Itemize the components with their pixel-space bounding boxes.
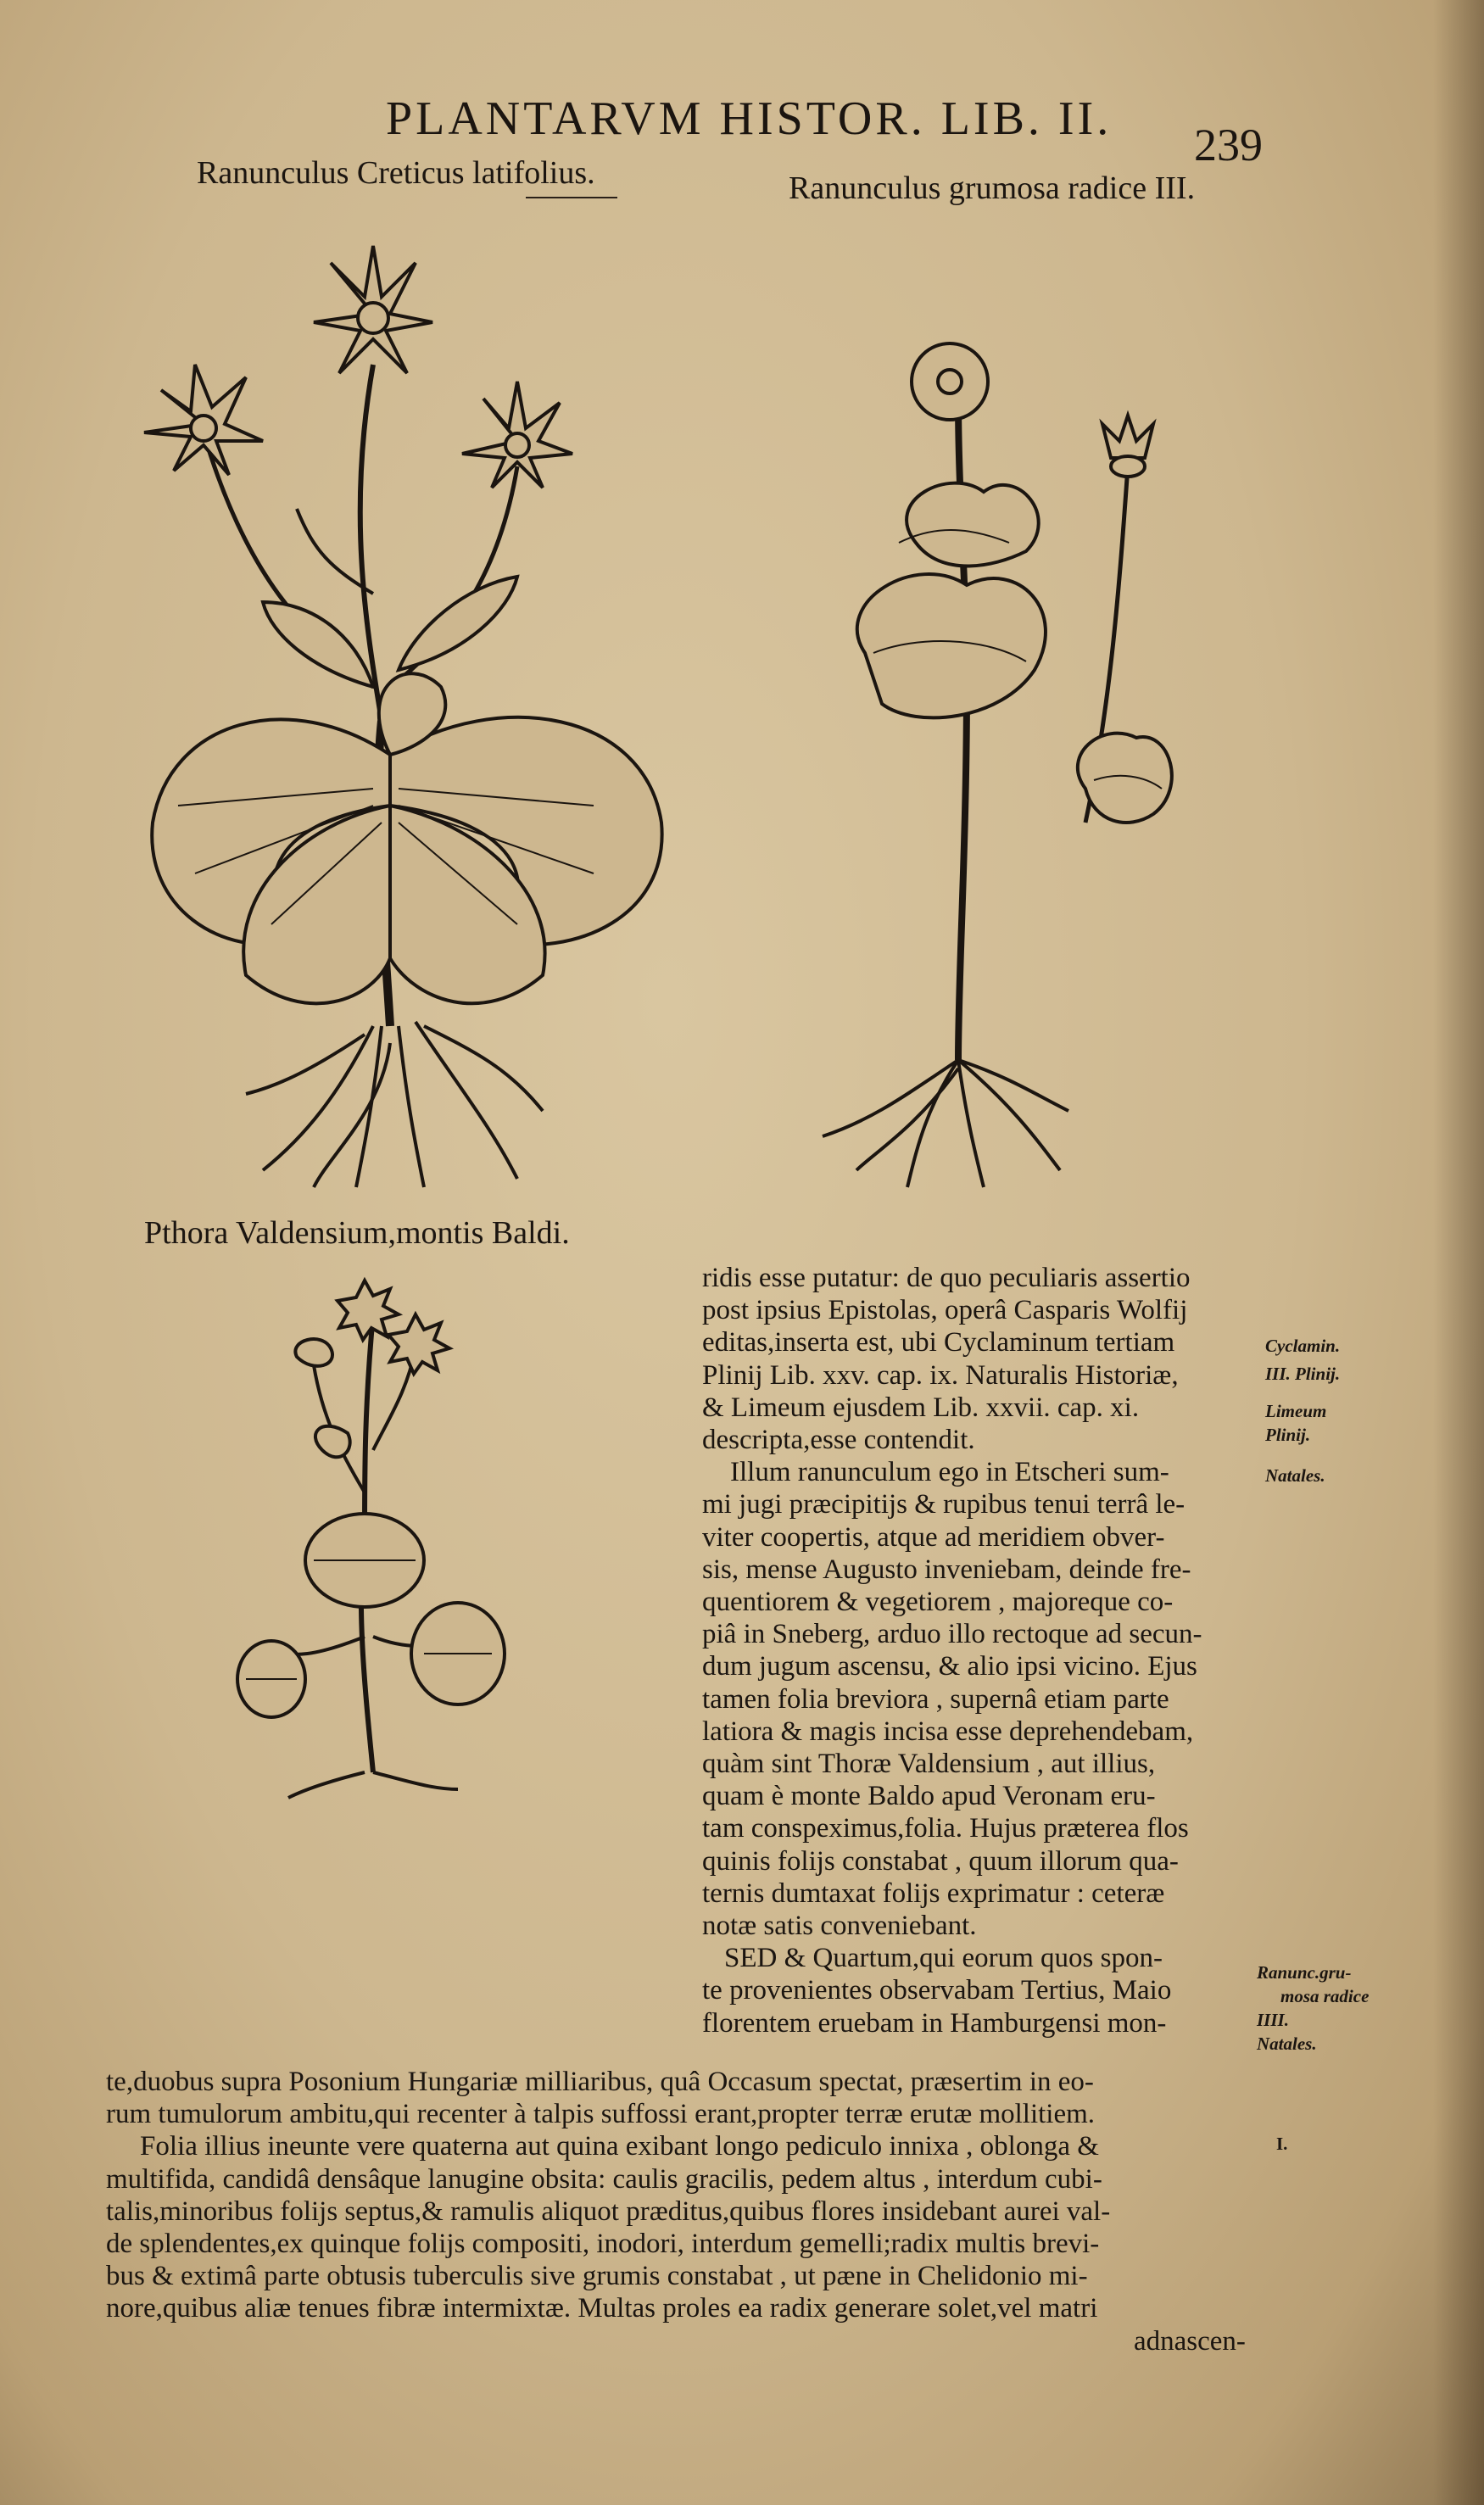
text-line: adnascen- bbox=[1134, 2325, 1246, 2357]
text-line: nore,quibus aliæ tenues fibræ intermixtæ. Multas proles ea radix generare solet,vel matri bbox=[106, 2293, 1098, 2324]
margin-note-natales: Natales. bbox=[1257, 2034, 1317, 2054]
caption-pthora-valdensium: Pthora Valdensium,montis Baldi. bbox=[144, 1215, 570, 1251]
text-line: quentiorem & vegetiorem , majoreque co- bbox=[702, 1587, 1174, 1618]
text-line: piâ in Sneberg, arduo illo rectoque ad secun- bbox=[702, 1619, 1202, 1650]
text-line: ternis dumtaxat folijs exprimatur : ceteræ bbox=[702, 1877, 1165, 1909]
woodcut-pthora-valdensium bbox=[237, 1280, 509, 1806]
page-edge-shadow bbox=[1433, 0, 1484, 2505]
text-line: & Limeum ejusdem Lib. xxvii. cap. xi. bbox=[702, 1392, 1140, 1423]
column-text bbox=[702, 1262, 1202, 2039]
margin-note-numeral: I. bbox=[1276, 2134, 1288, 2154]
full-width-text bbox=[106, 2066, 1246, 2357]
woodcut-ranunculus-creticus bbox=[119, 212, 695, 1196]
text-line: bus & extimâ parte obtusis tuberculis sive grumis constabat , ut pæne in Chelidonio mi- bbox=[106, 2261, 1088, 2292]
margin-note-limeum: Limeum bbox=[1265, 1401, 1327, 1421]
margin-note-cyclamin: Cyclamin. bbox=[1265, 1336, 1341, 1356]
text-line: editas,inserta est, ubi Cyclaminum tertiam bbox=[702, 1327, 1175, 1359]
text-line: te provenientes observabam Tertius, Maio bbox=[702, 1975, 1172, 2006]
text-line: quam è monte Baldo apud Veronam eru- bbox=[702, 1781, 1156, 1812]
text-line: quinis folijs constabat , quum illorum qua- bbox=[702, 1845, 1179, 1877]
text-line: multifida, candidâ densâque lanugine obsita: caulis gracilis, pedem altus , interdum cubi- bbox=[106, 2163, 1102, 2195]
margin-note-mosa-radice: mosa radice bbox=[1280, 1986, 1370, 2006]
text-line: descripta,esse contendit. bbox=[702, 1425, 975, 1456]
text-line: de splendentes,ex quinque folijs compositi, inodori, interdum gemelli;radix multis brevi- bbox=[106, 2229, 1100, 2260]
text-line: mi jugi præcipitijs & rupibus tenui terrâ le- bbox=[702, 1489, 1186, 1520]
text-line: SED & Quartum,qui eorum quos spon- bbox=[724, 1943, 1163, 1974]
margin-note-plinij: Plinij. bbox=[1265, 1425, 1311, 1445]
text-line: dum jugum ascensu, & alio ipsi vicino. Ejus bbox=[702, 1651, 1197, 1682]
margin-note-iiii: IIII. bbox=[1257, 2010, 1289, 2030]
text-line: post ipsius Epistolas, operâ Casparis Wolfij bbox=[702, 1295, 1188, 1326]
text-line: quàm sint Thoræ Valdensium , aut illius, bbox=[702, 1749, 1156, 1780]
text-line: te,duobus supra Posonium Hungariæ milliaribus, quâ Occasum spectat, præsertim in eo- bbox=[106, 2067, 1094, 2097]
text-line: notæ satis conveniebant. bbox=[702, 1911, 977, 1942]
text-line: viter coopertis, atque ad meridiem obver- bbox=[702, 1521, 1165, 1553]
margin-note-natales: Natales. bbox=[1265, 1465, 1325, 1486]
text-line: ridis esse putatur: de quo peculiaris assertio bbox=[702, 1263, 1191, 1293]
margin-note-ranunc: Ranunc.gru- bbox=[1257, 1962, 1352, 1983]
caption-ranunculus-grumosa: Ranunculus grumosa radice III. bbox=[789, 170, 1196, 206]
text-line: tamen folia breviora , supernâ etiam parte bbox=[702, 1683, 1169, 1715]
page-number: 239 bbox=[1194, 120, 1263, 170]
caption-underline bbox=[526, 197, 617, 198]
text-line: Plinij Lib. xxv. cap. ix. Naturalis Historiæ, bbox=[702, 1359, 1179, 1391]
text-line: rum tumulorum ambitu,qui recenter à talpis suffossi erant,propter terræ erutæ mollitiem. bbox=[106, 2099, 1096, 2130]
margin-note-plinij: III. Plinij. bbox=[1265, 1364, 1341, 1384]
text-line: sis, mense Augusto inveniebam, deinde fre- bbox=[702, 1554, 1191, 1585]
text-line: Illum ranunculum ego in Etscheri sum- bbox=[702, 1457, 1169, 1488]
running-title: PLANTARVM HISTOR. LIB. II. bbox=[386, 92, 1113, 145]
text-line: florentem eruebam in Hamburgensi mon- bbox=[702, 2007, 1167, 2039]
caption-ranunculus-creticus: Ranunculus Creticus latifolius. bbox=[197, 155, 595, 191]
text-line: latiora & magis incisa esse deprehendebam, bbox=[702, 1716, 1194, 1747]
text-line: tam conspeximus,folia. Hujus præterea flos bbox=[702, 1813, 1189, 1844]
text-line: talis,minoribus folijs septus,& ramulis aliquot præditus,quibus flores insidebant aurei val- bbox=[106, 2195, 1111, 2227]
woodcut-ranunculus-grumosa bbox=[814, 331, 1204, 1196]
text-line: Folia illius ineunte vere quaterna aut quina exibant longo pediculo innixa , oblonga & bbox=[140, 2131, 1099, 2162]
